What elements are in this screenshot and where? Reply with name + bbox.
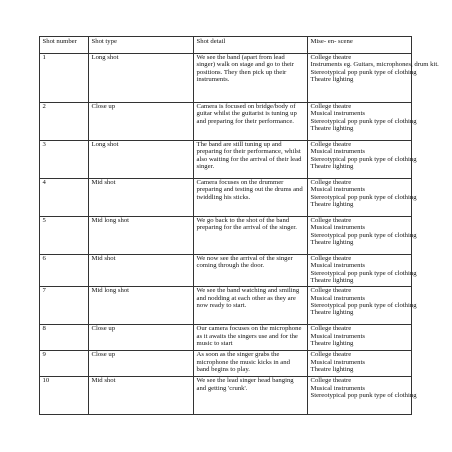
shot-detail-cell: We go back to the shot of the band preparing for the arrival of the singer. (194, 216, 308, 254)
mise-en-scene-item: Theatre lighting (310, 309, 354, 317)
mise-en-scene-item: Theatre lighting (310, 163, 354, 171)
mise-en-scene-item: Stereotypical pop punk type of clothing (310, 155, 417, 163)
shot-type-cell: Long shot (89, 140, 194, 178)
mise-en-scene-cell (308, 178, 417, 216)
shot-type-cell: Mid shot (89, 376, 194, 414)
mise-en-scene-cell (308, 216, 417, 254)
table-row (40, 350, 412, 376)
mise-en-scene-item: Musical instruments (310, 262, 365, 270)
mise-en-scene-cell (308, 286, 417, 324)
shot-number-cell: 6 (40, 254, 89, 286)
table-row (40, 102, 412, 140)
table-row (40, 53, 412, 102)
header-shot-number: Shot number (40, 37, 89, 54)
mise-en-scene-item: Musical instruments (310, 148, 365, 156)
table-row (40, 216, 412, 254)
shot-detail-cell: The band are still tuning up and preparing for their performance, whilst also waiting for the arrival of their lead singer. (194, 140, 308, 178)
mise-en-scene-item: Musical instruments (310, 294, 365, 302)
mise-en-scene-item: Theatre lighting (310, 365, 354, 373)
shot-number-cell: 5 (40, 216, 89, 254)
shot-detail-cell: Camera focuses on the drummer preparing and testing out the drums and twiddling his sticks. (194, 178, 308, 216)
mise-en-scene-item: Musical instruments (310, 224, 365, 232)
table-row (40, 140, 412, 178)
shot-detail-cell: We now see the arrival of the singer coming through the door. (194, 254, 308, 286)
mise-en-scene-item: Stereotypical pop punk type of clothing (310, 391, 417, 399)
mise-en-scene-item: College theatre (310, 325, 352, 333)
shot-type-cell: Mid long shot (89, 216, 194, 254)
table-row (40, 178, 412, 216)
shot-detail-cell: Our camera focuses on the microphone as it awaits the singers use and for the music to start (194, 324, 308, 350)
table-row (40, 324, 412, 350)
table-row (40, 376, 412, 414)
mise-en-scene-item: Musical instruments (310, 358, 365, 366)
mise-en-scene-item: College theatre (310, 351, 352, 359)
mise-en-scene-item: Theatre lighting (310, 76, 354, 84)
table-header-row (40, 37, 412, 54)
shot-type-cell: Mid shot (89, 254, 194, 286)
mise-en-scene-item: Theatre lighting (310, 125, 354, 133)
mise-en-scene-item: College theatre (310, 217, 352, 224)
shot-number-cell: 3 (40, 140, 89, 178)
mise-en-scene-cell (308, 140, 417, 178)
shot-number-cell: 2 (40, 102, 89, 140)
mise-en-scene-item: Stereotypical pop punk type of clothing (310, 193, 417, 201)
mise-en-scene-item: Stereotypical pop punk type of clothing (310, 301, 417, 309)
mise-en-scene-item: Stereotypical pop punk type of clothing (310, 68, 417, 76)
table-body (40, 53, 439, 414)
mise-en-scene-item: Musical instruments (310, 332, 365, 340)
mise-en-scene-item: Stereotypical pop punk type of clothing (310, 231, 417, 239)
mise-en-scene-item: College theatre (310, 377, 352, 385)
header-mise-en-scene: Mise- en- scene (308, 37, 412, 54)
mise-en-scene-item: College theatre (310, 141, 352, 148)
mise-en-scene-cell (308, 324, 412, 350)
shot-detail-cell: We see the lead singer head banging and getting 'crunk'. (194, 376, 308, 414)
mise-en-scene-cell (308, 376, 417, 414)
shot-number-cell: 4 (40, 178, 89, 216)
shot-type-cell: Long shot (89, 53, 194, 102)
table-row (40, 254, 412, 286)
mise-en-scene-item: College theatre (310, 255, 352, 262)
shot-number-cell: 7 (40, 286, 89, 324)
header-shot-type: Shot type (89, 37, 194, 54)
shot-number-cell: 9 (40, 350, 89, 376)
mise-en-scene-item: Musical instruments (310, 186, 365, 194)
shot-type-cell: Close up (89, 102, 194, 140)
mise-en-scene-item: Musical instruments (310, 110, 365, 118)
mise-en-scene-item: College theatre (310, 287, 352, 295)
shot-detail-cell: Camera is focused on bridge/body of guitar whilst the guitarist is tuning up and preparing for their performance. (194, 102, 308, 140)
mise-en-scene-item: College theatre (310, 103, 352, 110)
mise-en-scene-item: Theatre lighting (310, 339, 354, 347)
shot-type-cell: Mid long shot (89, 286, 194, 324)
mise-en-scene-cell (308, 102, 417, 140)
header-shot-detail: Shot detail (194, 37, 308, 54)
mise-en-scene-cell (308, 350, 412, 376)
shot-type-cell: Close up (89, 350, 194, 376)
mise-en-scene-item: Theatre lighting (310, 201, 354, 209)
shot-number-cell: 1 (40, 53, 89, 102)
mise-en-scene-item: Stereotypical pop punk type of clothing (310, 117, 417, 125)
mise-en-scene-item: College theatre (310, 54, 352, 61)
mise-en-scene-item: Theatre lighting (310, 277, 354, 285)
shot-number-cell: 8 (40, 324, 89, 350)
shot-list-table (39, 36, 439, 415)
mise-en-scene-item: Instruments eg. Guitars, microphones, drum kit. (310, 61, 439, 69)
shot-number-cell: 10 (40, 376, 89, 414)
shot-type-cell: Mid shot (89, 178, 194, 216)
table-row (40, 286, 412, 324)
mise-en-scene-item: Musical instruments (310, 384, 365, 392)
shot-detail-cell: As soon as the singer grabs the microphone the music kicks in and band begins to play. (194, 350, 308, 376)
mise-en-scene-cell (308, 254, 417, 286)
mise-en-scene-item: Theatre lighting (310, 239, 354, 247)
shot-type-cell: Close up (89, 324, 194, 350)
shot-detail-cell: We see the band watching and smiling and nodding at each other as they are now ready to start. (194, 286, 308, 324)
mise-en-scene-item: Stereotypical pop punk type of clothing (310, 269, 417, 277)
mise-en-scene-cell (308, 53, 439, 102)
mise-en-scene-item: College theatre (310, 179, 352, 186)
shot-detail-cell: We see the band (apart from lead singer) walk on stage and go to their positions. They then pick up their instruments. (194, 53, 308, 102)
